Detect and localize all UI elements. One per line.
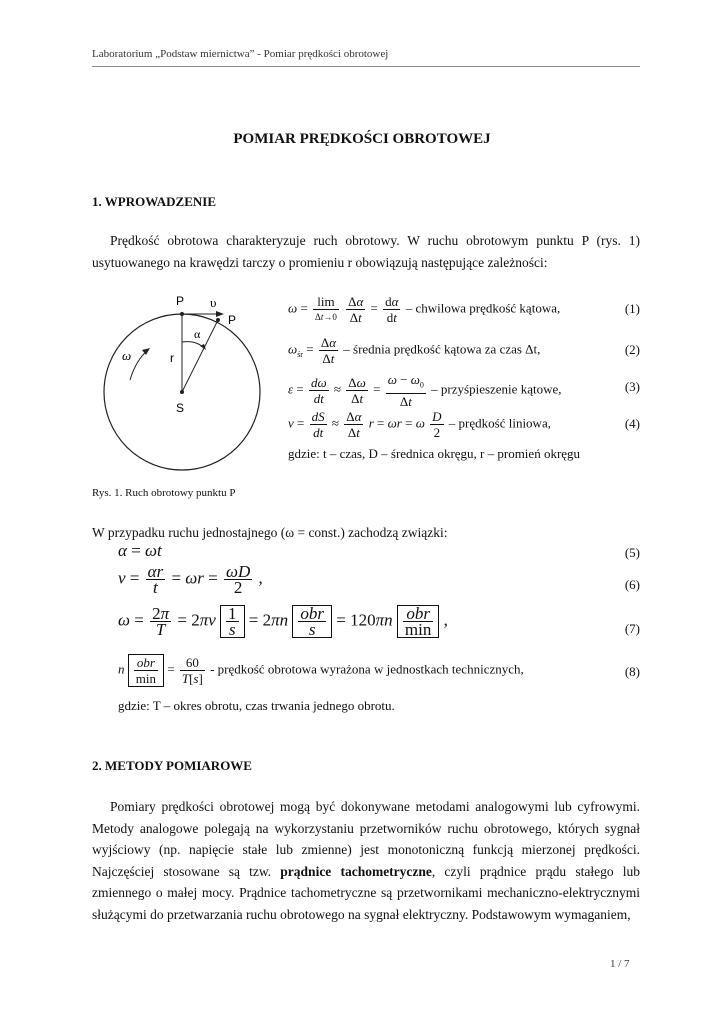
label-omega: ω [122,348,132,363]
label-alpha: α [194,327,201,341]
label-p-top: P [176,294,185,308]
equation-2-number: (2) [624,342,640,357]
equation-7: ω = $\frac{2\pi}{T}$ = 2πν $\frac{1}{s}$ = 2πn obr s = 120πn obr min , [118,604,448,639]
equation-3-number: (3) [624,379,640,394]
page-number: 1 / 7 [610,958,630,970]
equation-7-number: (7) [624,621,640,636]
equation-4: ν = $\frac{dS}{dt}$ ≈ $\frac{\Delta\alpha}{\Delta t}$ r = ωr = ω $\frac{D}{2}$ – prędkość liniowa, [288,409,551,440]
omega-arc [130,350,148,380]
equation-1-number: (1) [624,301,640,316]
intro-paragraph [92,230,640,273]
page-title: POMIAR PRĘDKOŚCI OBROTOWEJ [233,131,491,147]
uniform-intro: W przypadku ruchu jednostajnego (ω = const.) zachodzą związki: [92,525,448,540]
where-1: gdzie: t – czas, D – średnica okręgu, r – promień okręgu [288,446,581,461]
point-p-right [216,318,220,322]
equation-1: ω = lim Δt→0 $\frac{\Delta\alpha}{\Delta t}$ = $\frac{d\alpha}{dt}$ – chwilowa prędkość kątowa, [288,294,561,325]
equation-6-number: (6) [624,577,640,592]
methods-paragraph [92,796,640,925]
label-r: r [170,351,174,365]
header-rule [92,66,640,67]
equation-4-number: (4) [624,416,640,431]
running-header: Laboratorium „Podstaw miernictwa” - Pomiar prędkości obrotowej [92,48,389,60]
equation-8-desc: - prędkość obrotowa wyrażona w jednostkach technicznych, [210,661,524,677]
label-s: S [176,401,185,415]
center-point [180,390,184,394]
methods-bold-term: prądnice tachometryczne [280,863,432,879]
section-1-heading: 1. WPROWADZENIE [92,194,217,209]
rotation-figure [100,292,280,482]
methods-text-2: , czyli prądnice prądu stałego lub zmiennego o małej mocy. Prądnice tachometryczne są przetwornikami mechaniczno-elektrycznymi służącymi do przetwarzania ruchu obrotowego na sygnał elektryczny. Podstawowym wymaganiem, [92,863,640,922]
velocity-arrowhead [216,311,224,317]
angle-arc [182,342,204,348]
equation-2: $\omega_{śr}$ = $\frac{\Delta\alpha}{\Delta t}$ – średnia prędkość kątowa za czas Δt, [288,335,541,366]
equation-8-number: (8) [624,664,640,679]
where-2: gdzie: T – okres obrotu, czas trwania jednego obrotu. [118,698,395,713]
section-2-heading: 2. METODY POMIAROWE [92,758,252,773]
equation-1-desc: – chwilowa prędkość kątowa, [405,300,561,316]
label-upsilon: υ [210,295,217,310]
methods-text-1: Pomiary prędkości obrotowej mogą być dokonywane metodami analogowymi lub cyfrowymi. Metody analogowe polegają na wykorzystaniu przetworników ruchu obrotowego, których sygnał wyjściowy (np. napięcie stałe lub zmienne) jest monotoniczną funkcją mierzonej prędkości. Najczęściej stosowane są tzw. [92,799,640,879]
equation-2-desc: – średnia prędkość kątowa za czas Δt, [343,341,541,357]
point-p-top [180,312,184,316]
figure-caption: Rys. 1. Ruch obrotowy punktu P [92,487,236,499]
equation-6: ν = $\frac{\alpha r}{t}$ = ωr = $\frac{\omega D}{2}$ , [118,562,263,597]
equation-4-desc: – prędkość liniowa, [448,415,551,431]
equation-5: α = ωt [118,541,162,560]
equation-8: n obr min = $\frac{60}{T[s]}$ - prędkość obrotowa wyrażona w jednostkach technicznych, [118,655,524,686]
equation-3-desc: – przyśpieszenie kątowe, [431,381,562,397]
label-p-right: P [228,313,237,327]
equation-3: ε = $\frac{d\omega}{dt}$ ≈ $\frac{\Delta\omega}{\Delta t}$ = $\frac{\omega - \omega_0}{\Delta t}$ – przyśpieszenie kątowe, [288,372,562,409]
equation-5-number: (5) [624,545,640,560]
intro-text: Prędkość obrotowa charakteryzuje ruch obrotowy. W ruchu obrotowym punktu P (rys. 1) usytuowanego na krawędzi tarczy o promieniu r obowiązują następujące zależności: [92,233,640,270]
